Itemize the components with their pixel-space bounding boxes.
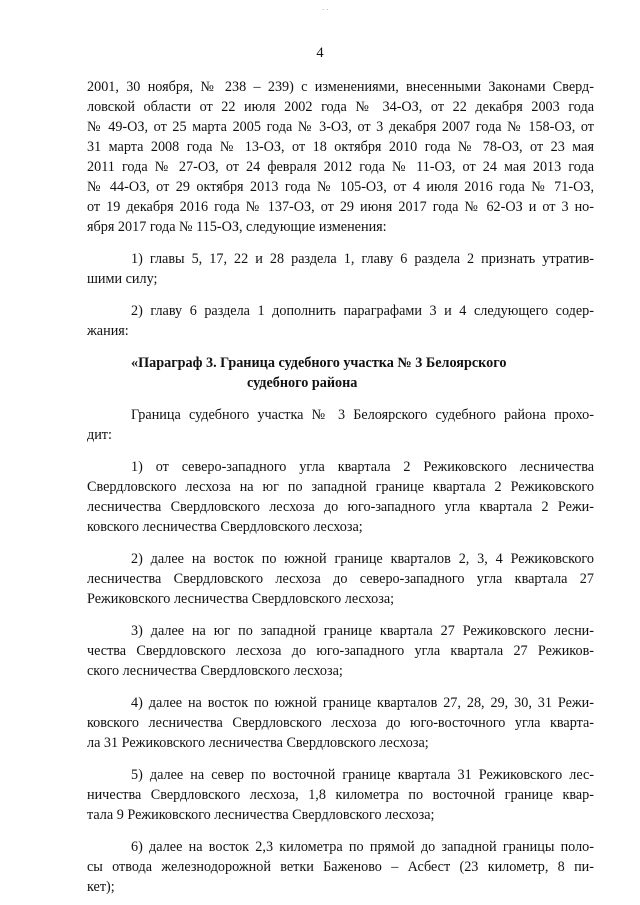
text-line: сы отвода железнодорожной ветки Баженово – Асбест (23 километр, 8 пи- bbox=[87, 859, 594, 875]
text-line: 2001, 30 ноября, № 238 – 239) с изменениями, внесенными Законами Сверд- bbox=[87, 79, 594, 95]
section-heading: судебного района bbox=[247, 375, 358, 391]
text-line: 3) далее на юг по западной границе квартала 27 Режиковского лесни- bbox=[131, 623, 594, 639]
text-line: 2) главу 6 раздела 1 дополнить параграфами 3 и 4 следующего содер- bbox=[131, 303, 594, 319]
text-line: лесничества Свердловского лесхоза до северо-западного угла квартала 27 bbox=[87, 571, 594, 587]
scan-specks: · · bbox=[322, 6, 329, 14]
text-line: 31 марта 2008 года № 13-ОЗ, от 18 октября 2010 года № 78-ОЗ, от 23 мая bbox=[87, 139, 594, 155]
text-line: от 19 декабря 2016 года № 137-ОЗ, от 29 июня 2017 года № 62-ОЗ и от 3 но- bbox=[87, 199, 594, 215]
text-line: тала 9 Режиковского лесничества Свердловского лесхоза; bbox=[87, 807, 435, 823]
text-line: № 49-ОЗ, от 25 марта 2005 года № 3-ОЗ, от 3 декабря 2007 года № 158-ОЗ, от bbox=[87, 119, 594, 135]
text-line: кет); bbox=[87, 879, 115, 895]
text-line: ября 2017 года № 115-ОЗ, следующие изменения: bbox=[87, 219, 387, 235]
text-line: 1) главы 5, 17, 22 и 28 раздела 1, главу 6 раздела 2 признать утратив- bbox=[131, 251, 594, 267]
section-heading: «Параграф 3. Граница судебного участка № 3 Белоярского bbox=[131, 355, 507, 371]
text-line: Режиковского лесничества Свердловского лесхоза; bbox=[87, 591, 395, 607]
text-line: жания: bbox=[87, 323, 129, 339]
text-line: Граница судебного участка № 3 Белоярского судебного района прохо- bbox=[131, 407, 594, 423]
page-number: 4 bbox=[316, 45, 324, 61]
text-line: ничества Свердловского лесхоза, 1,8 километра по восточной границе квар- bbox=[87, 787, 594, 803]
text-line: 5) далее на север по восточной границе квартала 31 Режиковского лес- bbox=[131, 767, 594, 783]
text-line: ла 31 Режиковского лесничества Свердловского лесхоза; bbox=[87, 735, 429, 751]
text-line: дит: bbox=[87, 427, 112, 443]
text-line: 4) далее на восток по южной границе кварталов 27, 28, 29, 30, 31 Режи- bbox=[131, 695, 594, 711]
text-line: чества Свердловского лесхоза до юго-западного угла квартала 27 Режиков- bbox=[87, 643, 594, 659]
text-line: 6) далее на восток 2,3 километра по прямой до западной границы поло- bbox=[131, 839, 594, 855]
text-line: ковского лесничества Свердловского лесхоза; bbox=[87, 519, 363, 535]
text-line: 2011 года № 27-ОЗ, от 24 февраля 2012 года № 11-ОЗ, от 24 мая 2013 года bbox=[87, 159, 594, 175]
text-line: Свердловского лесхоза на юг по западной границе квартала 2 Режиковского bbox=[87, 479, 594, 495]
text-line: № 44-ОЗ, от 29 октября 2013 года № 105-ОЗ, от 4 июля 2016 года № 71-ОЗ, bbox=[87, 179, 594, 195]
text-line: 1) от северо-западного угла квартала 2 Режиковского лесничества bbox=[131, 459, 594, 475]
text-line: ского лесничества Свердловского лесхоза; bbox=[87, 663, 343, 679]
text-line: ковского лесничества Свердловского лесхоза до юго-восточного угла кварта- bbox=[87, 715, 594, 731]
text-line: шими силу; bbox=[87, 271, 158, 287]
text-line: 2) далее на восток по южной границе кварталов 2, 3, 4 Режиковского bbox=[131, 551, 594, 567]
text-line: лесничества Свердловского лесхоза до юго-западного угла квартала 2 Режи- bbox=[87, 499, 594, 515]
text-line: ловской области от 22 июля 2002 года № 34-ОЗ, от 22 декабря 2003 года bbox=[87, 99, 594, 115]
